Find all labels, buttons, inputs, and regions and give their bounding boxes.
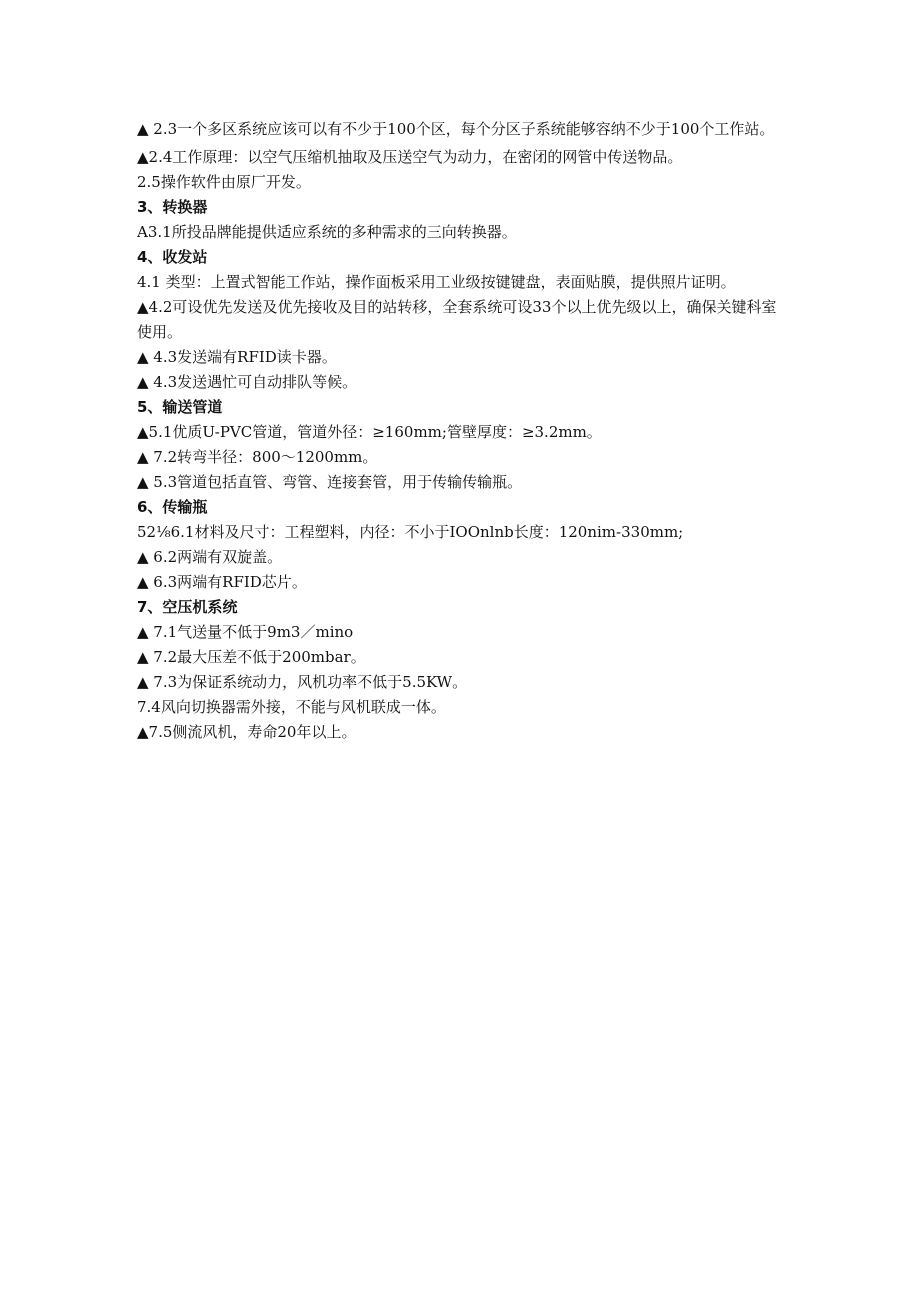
paragraph-6-2: ▲ 6.2两端有双旋盖。 xyxy=(137,548,283,566)
paragraph-3-1: A3.1所投品牌能提供适应系统的多种需求的三向转换器。 xyxy=(137,223,517,241)
paragraph-7-1: ▲ 7.1气送量不低于9m3／mino xyxy=(137,623,354,641)
paragraph-6-1: 52⅛6.1材料及尺寸：工程塑料，内径：不小于IOOnlnb长度：120nim-330mm; xyxy=(137,523,684,541)
paragraph-5-1: ▲5.1优质U-PVC管道，管道外径：≥160mm;管壁厚度：≥3.2mm。 xyxy=(137,423,602,441)
paragraph-2-3: ▲ 2.3一个多区系统应该可以有不少于100个区，每个分区子系统能够容纳不少于100个工作站。 xyxy=(137,120,775,138)
section-heading-4: 4、收发站 xyxy=(137,248,208,266)
paragraph-4-1: 4.1 类型：上置式智能工作站，操作面板采用工业级按键键盘，表面贴膜，提供照片证明。 xyxy=(137,273,736,291)
document-body xyxy=(137,117,787,745)
section-heading-5: 5、输送管道 xyxy=(137,398,223,416)
paragraph-4-3b: ▲ 4.3发送遇忙可自动排队等候。 xyxy=(137,373,358,391)
paragraph-7-2a: ▲ 7.2转弯半径：800～1200mm。 xyxy=(137,448,378,466)
paragraph-4-2: ▲4.2可设优先发送及优先接收及目的站转移，全套系统可设33个以上优先级以上，确保关键科室使用。 xyxy=(137,298,777,341)
paragraph-7-5: ▲7.5侧流风机，寿命20年以上。 xyxy=(137,723,357,741)
paragraph-2-4: ▲2.4工作原理：以空气压缩机抽取及压送空气为动力，在密闭的网管中传送物品。 xyxy=(137,148,683,166)
paragraph-4-3a: ▲ 4.3发送端有RFID读卡器。 xyxy=(137,348,337,366)
paragraph-2-5: 2.5操作软件由原厂开发。 xyxy=(137,173,311,191)
paragraph-6-3: ▲ 6.3两端有RFID芯片。 xyxy=(137,573,307,591)
paragraph-7-2b: ▲ 7.2最大压差不低于200mbar。 xyxy=(137,648,366,666)
section-heading-6: 6、传输瓶 xyxy=(137,498,208,516)
paragraph-7-3: ▲ 7.3为保证系统动力，风机功率不低于5.5KW。 xyxy=(137,673,468,691)
section-heading-7: 7、空压机系统 xyxy=(137,598,238,616)
section-heading-3: 3、转换器 xyxy=(137,198,208,216)
paragraph-5-3: ▲ 5.3管道包括直管、弯管、连接套管，用于传输传输瓶。 xyxy=(137,473,523,491)
paragraph-7-4: 7.4风向切换器需外接，不能与风机联成一体。 xyxy=(137,698,446,716)
